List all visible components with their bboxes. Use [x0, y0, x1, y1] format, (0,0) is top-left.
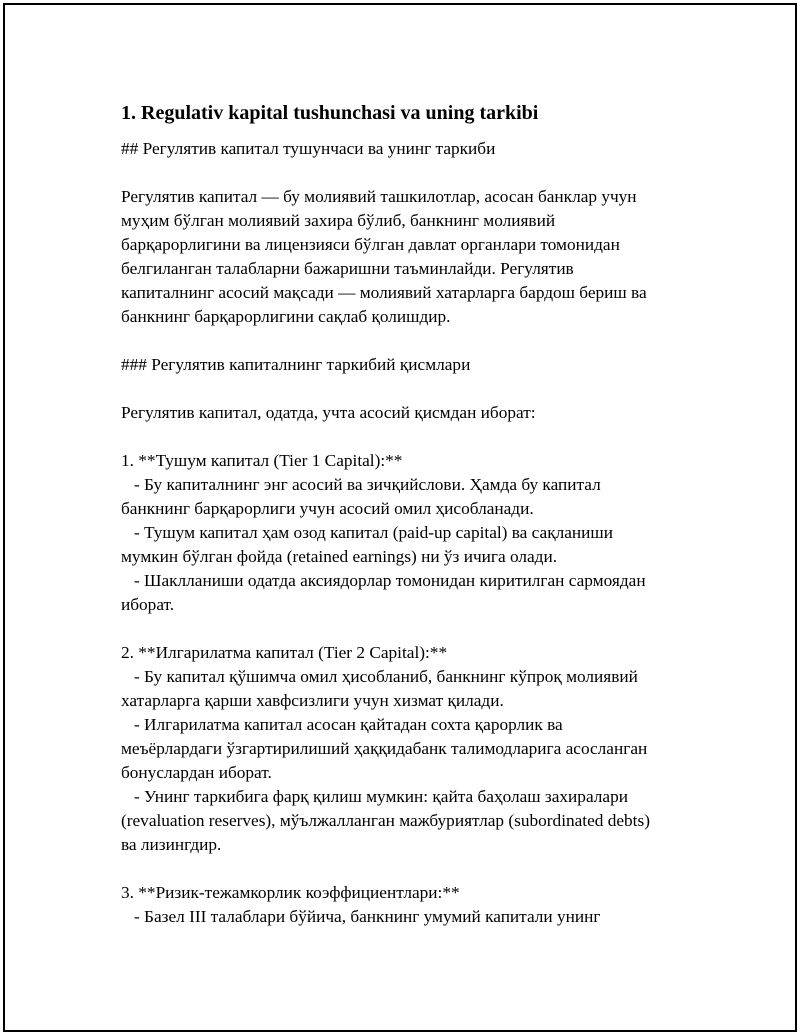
list-item-tier1: [121, 449, 701, 617]
list-item-line: (revaluation reserves), мўължалланган мажбуриятлар (subordinated debts): [121, 811, 650, 830]
paragraph-line: белгиланган талабларни бажаришни таъминлайди. Регулятив: [121, 259, 574, 278]
subsection-heading: ### Регулятив капиталнинг таркибий қисмлари: [121, 355, 471, 374]
list-item-line: ва лизингдир.: [121, 835, 222, 854]
list-item-risk-ratios: [121, 881, 701, 929]
list-item-line: мумкин бўлган фойда (retained earnings) ни ўз ичига олади.: [121, 547, 558, 566]
document-page: [3, 3, 797, 1032]
spacer: [121, 617, 701, 641]
list-item-line: банкнинг барқарорлиги учун асосий омил ҳисобланади.: [121, 499, 534, 518]
list-item-tier2: [121, 641, 701, 857]
paragraph-line: Регулятив капитал — бу молиявий ташкилотлар, асосан банклар учун: [121, 187, 637, 206]
list-item-line: хатарларга қарши хавфсизлиги учун хизмат қилади.: [121, 691, 504, 710]
list-item-line: - Тушум капитал ҳам озод капитал (paid-up capital) ва сақланиши: [121, 523, 613, 542]
paragraph-line: капиталнинг асосий мақсади — молиявий хатарларга бардош бериш ва: [121, 283, 647, 302]
list-item-line: 2. **Илгарилатма капитал (Tier 2 Capital):**: [121, 643, 448, 662]
list-item-line: меъёрлардаги ўзгартирилиший ҳаққидабанк талимодларига асосланган: [121, 739, 648, 758]
list-item-line: 1. **Тушум капитал (Tier 1 Capital):**: [121, 451, 403, 470]
spacer: [121, 425, 701, 449]
list-item-line: - Унинг таркибига фарқ қилиш мумкин: қайта баҳолаш захиралари: [121, 787, 628, 806]
spacer: [121, 161, 701, 185]
paragraph-line: барқарорлигини ва лицензияси бўлган давлат органлари томонидан: [121, 235, 620, 254]
list-item-line: 3. **Ризик-тежамкорлик коэффициентлари:**: [121, 883, 460, 902]
intro-paragraph: [121, 185, 701, 329]
spacer: [121, 377, 701, 401]
document-title: 1. Regulativ kapital tushunchasi va uning tarkibi: [121, 102, 539, 124]
list-item-line: - Бу капитал қўшимча омил ҳисобланиб, банкнинг кўпроқ молиявий: [121, 667, 638, 686]
list-item-line: - Базел III талаблари бўйича, банкнинг умумий капитали унинг: [121, 907, 601, 926]
list-item-line: бонуслардан иборат.: [121, 763, 272, 782]
spacer: [121, 857, 701, 881]
section-heading: ## Регулятив капитал тушунчаси ва унинг таркиби: [121, 139, 496, 158]
list-item-line: иборат.: [121, 595, 175, 614]
list-item-line: - Шаклланиши одатда аксиядорлар томонидан киритилган сармоядан: [121, 571, 646, 590]
lead-sentence: Регулятив капитал, одатда, учта асосий қисмдан иборат:: [121, 403, 536, 422]
spacer: [121, 329, 701, 353]
paragraph-line: банкнинг барқарорлигини сақлаб қолишдир.: [121, 307, 451, 326]
list-item-line: - Бу капиталнинг энг асосий ва зичқийслови. Ҳамда бу капитал: [121, 475, 601, 494]
paragraph-line: муҳим бўлган молиявий захира бўлиб, банкнинг молиявий: [121, 211, 556, 230]
list-item-line: - Илгарилатма капитал асосан қайтадан сохта қарорлик ва: [121, 715, 563, 734]
document-body: [121, 89, 701, 929]
